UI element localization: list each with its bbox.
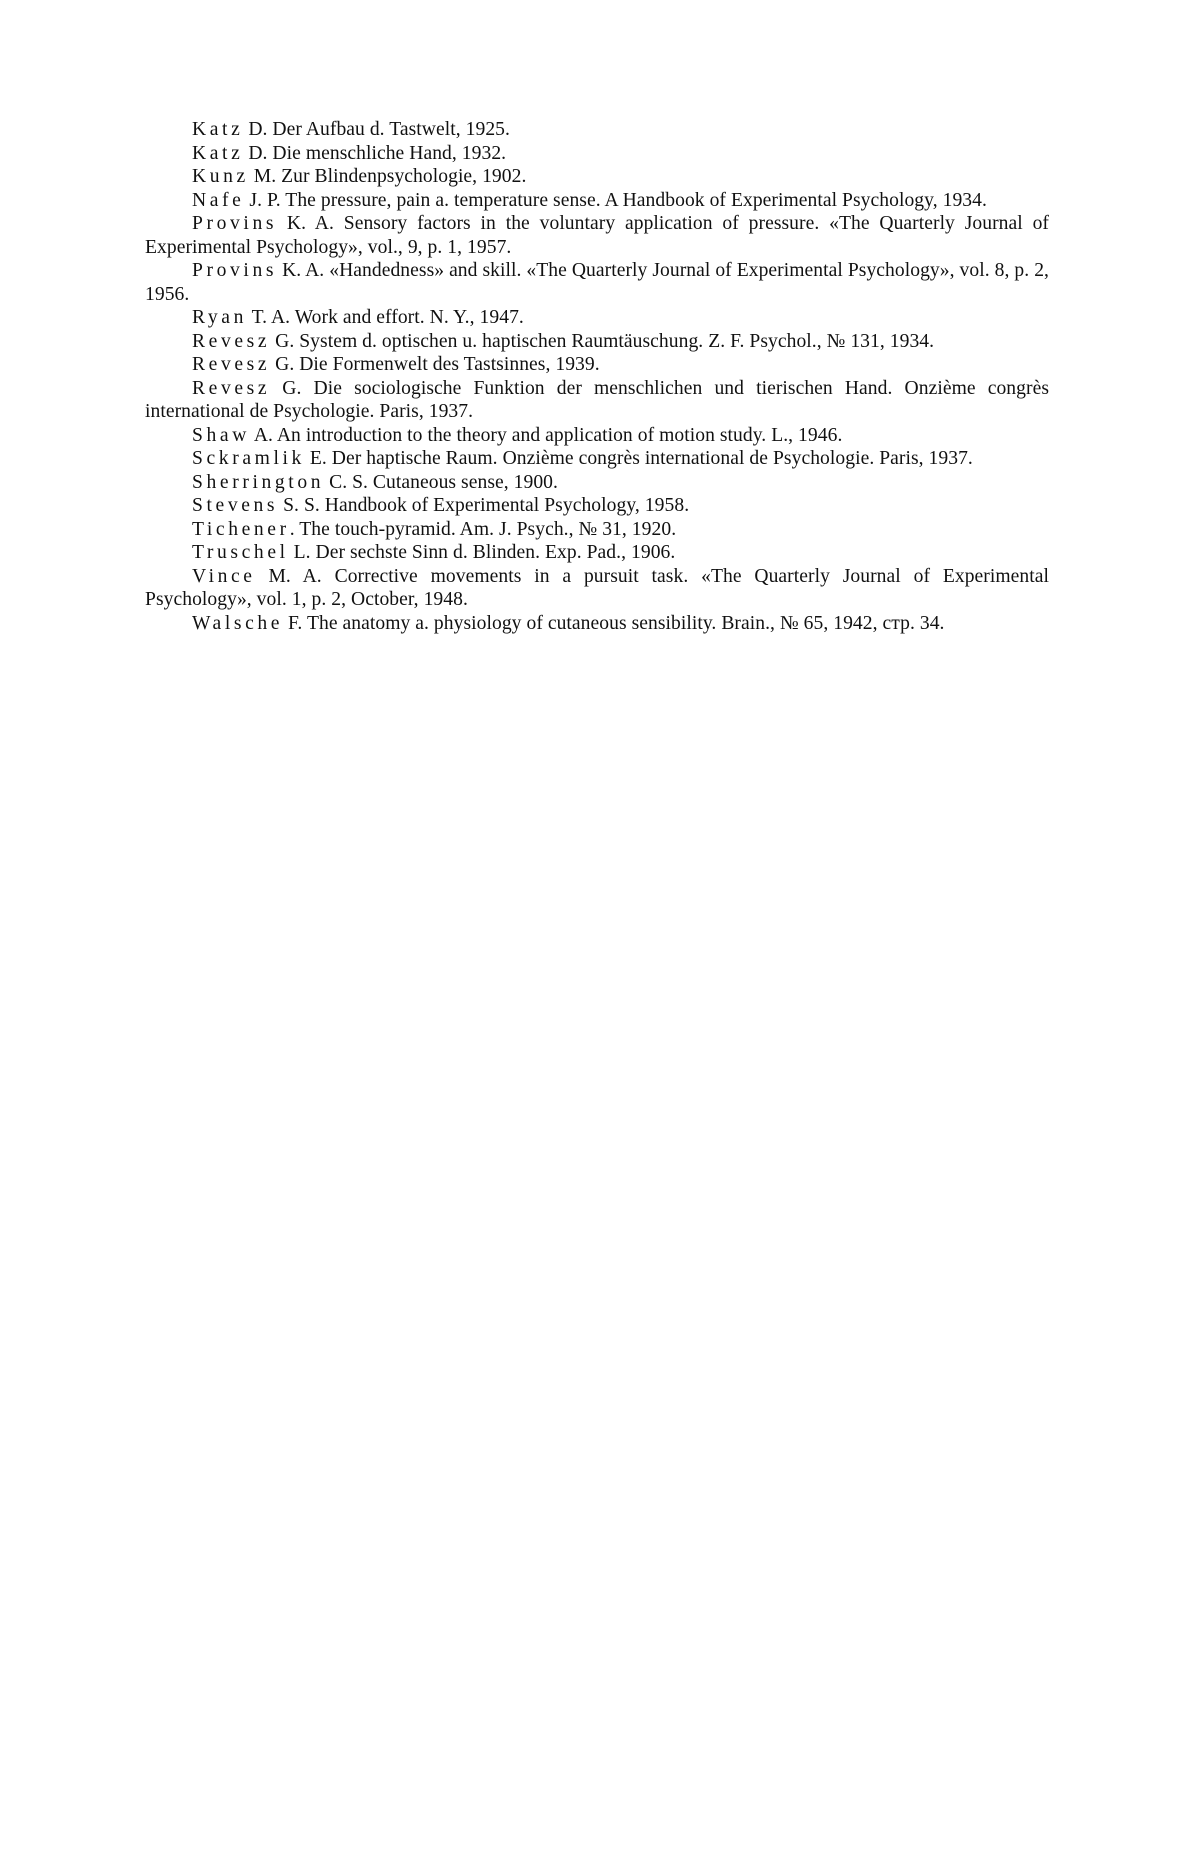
reference-author: Tichener bbox=[192, 518, 290, 540]
reference-author: Nafe bbox=[192, 189, 245, 211]
reference-text: D. Der Aufbau d. Tastwelt, 1925. bbox=[243, 119, 510, 140]
reference-author: Vince bbox=[192, 565, 256, 587]
reference-author: Katz bbox=[192, 119, 244, 140]
reference-author: Revesz bbox=[192, 377, 271, 399]
reference-text: L. Der sechste Sinn d. Blinden. Exp. Pad., 1906. bbox=[288, 542, 676, 563]
reference-author: Provins bbox=[192, 213, 278, 234]
reference-text: G. Die Formenwelt des Tastsinnes, 1939. bbox=[270, 354, 600, 375]
reference-text: M. A. Corrective movements in a pursuit task. «The Quarterly Journal of Experimental Psychology», vol. 1, p. 2, October, 1948. bbox=[145, 565, 1049, 610]
reference-text: F. The anatomy a. physiology of cutaneous sensibility. Brain., № 65, 1942, стр. 34. bbox=[283, 612, 945, 634]
reference-entry bbox=[145, 165, 1049, 189]
reference-author: Stevens bbox=[192, 495, 279, 516]
reference-author: Ryan bbox=[192, 307, 247, 328]
reference-author: Katz bbox=[192, 142, 244, 164]
reference-author: Walsche bbox=[192, 612, 284, 634]
reference-entry bbox=[145, 377, 1049, 424]
reference-text: D. Die menschliche Hand, 1932. bbox=[243, 142, 507, 164]
reference-entry bbox=[145, 306, 1049, 330]
reference-author: Revesz bbox=[192, 330, 271, 352]
reference-entry bbox=[145, 259, 1049, 306]
reference-author: Shaw bbox=[192, 424, 250, 446]
reference-entry bbox=[145, 471, 1049, 495]
reference-text: K. A. Sensory factors in the voluntary application of pressure. «The Quarterly Journal of Experimental Psychology», vol., 9, p. 1, 1957. bbox=[145, 213, 1049, 258]
reference-entry bbox=[145, 330, 1049, 354]
reference-author: Sckramlik bbox=[192, 448, 305, 469]
reference-entry bbox=[145, 424, 1049, 448]
reference-entry bbox=[145, 612, 1049, 636]
reference-entry bbox=[145, 189, 1049, 213]
reference-entry bbox=[145, 142, 1049, 166]
reference-entry bbox=[145, 518, 1049, 542]
reference-entry bbox=[145, 447, 1049, 471]
reference-author: Revesz bbox=[192, 354, 271, 375]
reference-entry bbox=[145, 565, 1049, 612]
reference-author: Provins bbox=[192, 260, 278, 281]
reference-text: K. A. «Handedness» and skill. «The Quarterly Journal of Experimental Psychology», vol. 8, p. 2, 1956. bbox=[145, 260, 1049, 305]
reference-text: G. Die sociologische Funktion der menschlichen und tierischen Hand. Onzième congrès international de Psychologie. Paris, 1937. bbox=[145, 377, 1049, 422]
reference-text: G. System d. optischen u. haptischen Raumtäuschung. Z. F. Psychol., № 131, 1934. bbox=[270, 330, 935, 352]
reference-author: Kunz bbox=[192, 166, 249, 187]
reference-list bbox=[145, 118, 1049, 635]
reference-author: Truschel bbox=[192, 542, 289, 563]
reference-text: J. P. The pressure, pain a. temperature sense. A Handbook of Experimental Psychology, 1934. bbox=[244, 189, 987, 211]
reference-author: Sherrington bbox=[192, 471, 325, 493]
reference-text: M. Zur Blindenpsychologie, 1902. bbox=[248, 166, 527, 187]
reference-entry bbox=[145, 212, 1049, 259]
reference-text: A. An introduction to the theory and application of motion study. L., 1946. bbox=[249, 424, 843, 446]
reference-entry bbox=[145, 118, 1049, 142]
reference-text: C. S. Cutaneous sense, 1900. bbox=[324, 471, 558, 493]
reference-entry bbox=[145, 494, 1049, 518]
reference-text: S. S. Handbook of Experimental Psychology, 1958. bbox=[278, 495, 690, 516]
reference-text: . The touch-pyramid. Am. J. Psych., № 31, 1920. bbox=[289, 518, 677, 540]
reference-text: E. Der haptische Raum. Onzième congrès international de Psychologie. Paris, 1937. bbox=[304, 448, 973, 469]
reference-text: T. A. Work and effort. N. Y., 1947. bbox=[246, 307, 524, 328]
reference-entry bbox=[145, 541, 1049, 565]
reference-entry bbox=[145, 353, 1049, 377]
